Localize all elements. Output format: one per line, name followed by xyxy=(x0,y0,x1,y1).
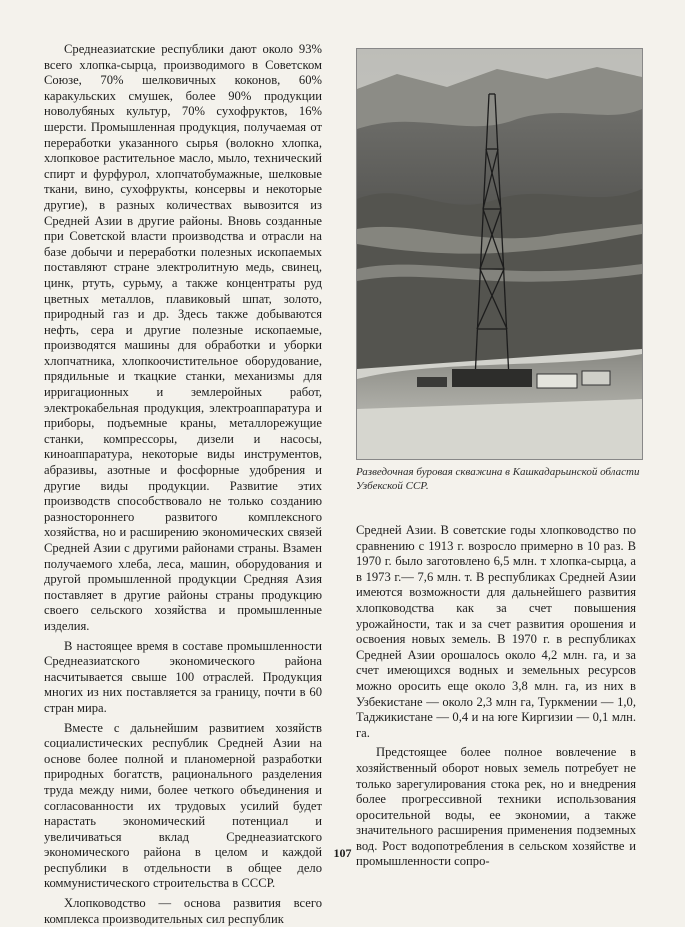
paragraph: Средней Азии. В советские годы хлопководство по сравнению с 1913 г. возросло примерно в 10 раз. В 1970 г. было заготовлено 6,5 млн. т хлопка-сырца, а в 1973 г.— 7,6 млн. т. В республиках Средней Азии имеются возможности для дальнейшего развития хлопководства как за счет повышения урожайности, так и за счет развития орошения и освоения новых земель. В 1970 г. в республиках Средней Азии орошалось около 4,2 млн. га, и за счет имеющихся водных и земельных ресурсов можно оросить еще около 3,8 млн. га, из них в Узбекистане — около 2,3 млн га, Туркмении — 1,0, Таджикистане — 0,4 и на юге Киргизии — 0,1 млн. га. xyxy=(356,523,636,740)
page-number: 107 xyxy=(333,846,352,860)
drilling-rig-photo xyxy=(356,48,643,460)
left-text-column xyxy=(44,42,322,927)
right-text-column xyxy=(356,523,636,870)
paragraph: Хлопководство — основа развития всего комплекса производительных сил республик xyxy=(44,896,322,926)
photo-caption: Разведочная буровая скважина в Кашкадарьинской области Узбекской ССР. xyxy=(356,466,640,492)
paragraph: Вместе с дальнейшим развитием хозяйств социалистических республик Средней Азии на основе более полной и планомерной разработки природных богатств, рационального разделения труда между ними, более четкого объединения и согласованности их трудовых усилий будет нарастать экономический потенциал и увеличиваться вклад Среднеазиатского экономического района в целом и каждой республики в отдельности в общее дело коммунистического строительства в СССР. xyxy=(44,720,322,891)
paragraph: В настоящее время в составе промышленности Среднеазиатского экономического района насчитывается свыше 100 отраслей. Продукция многих из них поставляется за границу, почти в 60 стран мира. xyxy=(44,638,322,715)
photo-image xyxy=(357,49,642,459)
paragraph: Предстоящее более полное вовлечение в хозяйственный оборот новых земель потребует не только зарегулирования стока рек, но и внедрения более прогрессивной техники использования оросительной воды, ее экономии, а также значительного расширения применения подземных вод. Рост водопотребления в сельском хозяйстве и промышленности сопро- xyxy=(356,745,636,869)
paragraph: Среднеазиатские республики дают около 93% всего хлопка-сырца, производимого в Советском Союзе, 70% шелковичных коконов, 60% каракульских смушек, более 90% продукции новолубяных культур, 70% сухофруктов, 16% шерсти. Промышленная продукция, получаемая от переработки указанного сырья (волокно хлопка, хлопковое растительное масло, мыло, технический спирт и фурфурол, хлопчатобумажные, шелковые ткани, вино, сухофрукты, консервы и некоторые другие), в разных количествах вывозится из Средней Азии в другие районы. Вновь созданные при Советской власти производства и отрасли на базе добычи и переработки полезных ископаемых поставляют стране электролитную медь, свинец, цинк, ртуть, сурьму, а также концентраты руд цветных металлов, плавиковый шпат, золото, природный газ и др. Здесь также добываются нефть, сера и другие полезные ископаемые, производятся машины для обработки и уборки хлопчатника, хлопкоочистительное оборудование, прядильные и ткацкие станки, механизмы для ирригационных и землеройных работ, электрокабельная продукция, электроаппаратура и приборы, подъемные краны, металлорежущие станки, компрессоры, дизели и насосы, киноаппаратура, некоторые виды инструментов, абразивы, азотные и фосфорные удобрения и другие виды продукции. Развитие этих производств способствовало не только созданию разностороннего развитого комплексного хозяйства, но и расширению экономических связей Средней Азии с другими районами страны. Взамен получаемого хлеба, леса, машин, оборудования и другой промышленной продукции Средняя Азия поставляет в другие районы страны продукцию своего сельского хозяйства и промышленные изделия. xyxy=(44,42,322,633)
